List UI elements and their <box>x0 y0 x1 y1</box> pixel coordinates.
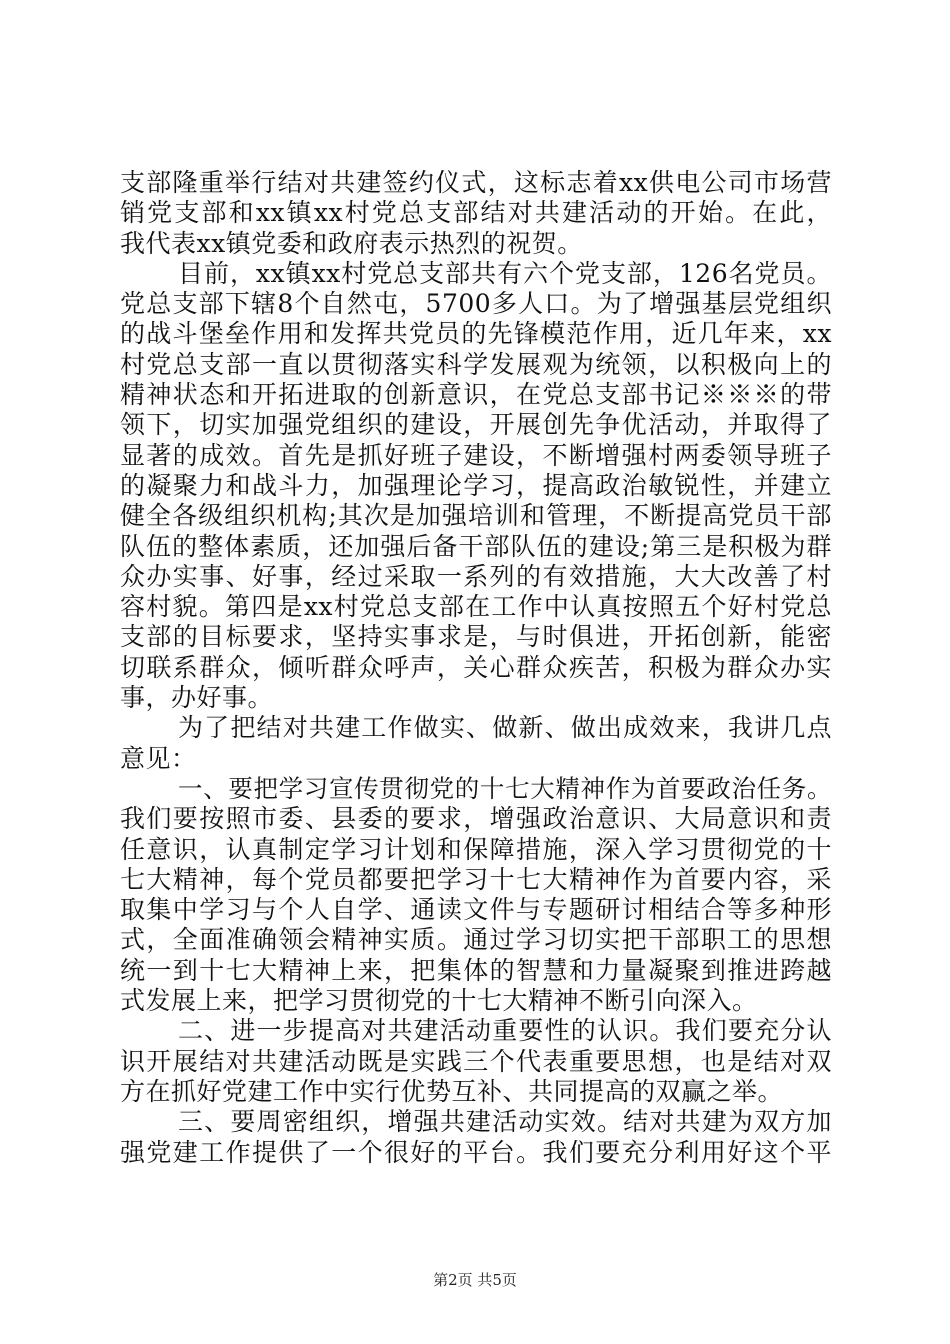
text-line: 的战斗堡垒作用和发挥共党员的先锋模范作用，近几年来，xx <box>120 319 832 349</box>
text-line: 我们要按照市委、县委的要求，增强政治意识、大局意识和责 <box>120 804 832 834</box>
text-line: 三、要周密组织，增强共建活动实效。结对共建为双方加 <box>178 1107 832 1137</box>
text-line: 领下，切实加强党组织的建设，开展创先争优活动，并取得了 <box>120 410 832 440</box>
text-line: 方在抓好党建工作中实行优势互补、共同提高的双赢之举。 <box>120 1076 784 1106</box>
text-line: 支部的目标要求，坚持实事求是，与时俱进，开拓创新，能密 <box>120 622 832 652</box>
text-line: 目前，xx镇xx村党总支部共有六个党支部，126名党员。 <box>178 258 832 288</box>
page-number-footer: 第2页 共5页 <box>433 1271 517 1289</box>
text-line: 二、进一步提高对共建活动重要性的认识。我们要充分认 <box>178 1016 832 1046</box>
text-line: 的凝聚力和战斗力，加强理论学习，提高政治敏锐性，并建立 <box>120 470 832 500</box>
text-line: 显著的成效。首先是抓好班子建设，不断增强村两委领导班子 <box>120 440 832 470</box>
text-line: 统一到十七大精神上来，把集体的智慧和力量凝聚到推进跨越 <box>120 955 832 985</box>
document-body <box>120 168 832 1168</box>
text-line: 村党总支部一直以贯彻落实科学发展观为统领，以积极向上的 <box>120 349 832 379</box>
text-line: 意见： <box>120 743 197 773</box>
text-line: 一、要把学习宣传贯彻党的十七大精神作为首要政治任务。 <box>178 773 832 803</box>
text-line: 销党支部和xx镇xx村党总支部结对共建活动的开始。在此， <box>120 198 832 228</box>
text-line: 支部隆重举行结对共建签约仪式，这标志着xx供电公司市场营 <box>120 168 832 197</box>
text-line: 式，全面准确领会精神实质。通过学习切实把干部职工的思想 <box>120 925 832 955</box>
text-line: 众办实事、好事，经过采取一系列的有效措施，大大改善了村 <box>120 561 832 591</box>
text-line: 式发展上来，把学习贯彻党的十七大精神不断引向深入。 <box>120 986 758 1016</box>
text-line: 精神状态和开拓进取的创新意识，在党总支部书记※※※的带 <box>120 380 832 410</box>
text-line: 切联系群众，倾听群众呼声，关心群众疾苦，积极为群众办实 <box>120 652 832 682</box>
text-line: 我代表xx镇党委和政府表示热烈的祝贺。 <box>120 228 583 258</box>
text-line: 强党建工作提供了一个很好的平台。我们要充分利用好这个平 <box>120 1137 832 1167</box>
text-line: 为了把结对共建工作做实、做新、做出成效来，我讲几点 <box>178 713 832 743</box>
text-line: 党总支部下辖8个自然屯，5700多人口。为了增强基层党组织 <box>120 289 832 319</box>
text-line: 七大精神，每个党员都要把学习十七大精神作为首要内容，采 <box>120 864 832 894</box>
text-line: 队伍的整体素质，还加强后备干部队伍的建设;第三是积极为群 <box>120 531 832 561</box>
text-line: 识开展结对共建活动既是实践三个代表重要思想，也是结对双 <box>120 1046 832 1076</box>
text-line: 事，办好事。 <box>120 683 274 713</box>
text-line: 任意识，认真制定学习计划和保障措施，深入学习贯彻党的十 <box>120 834 832 864</box>
text-line: 容村貌。第四是xx村党总支部在工作中认真按照五个好村党总 <box>120 592 832 622</box>
text-line: 健全各级组织机构;其次是加强培训和管理，不断提高党员干部 <box>120 501 832 531</box>
text-line: 取集中学习与个人自学、通读文件与专题研讨相结合等多种形 <box>120 895 832 925</box>
